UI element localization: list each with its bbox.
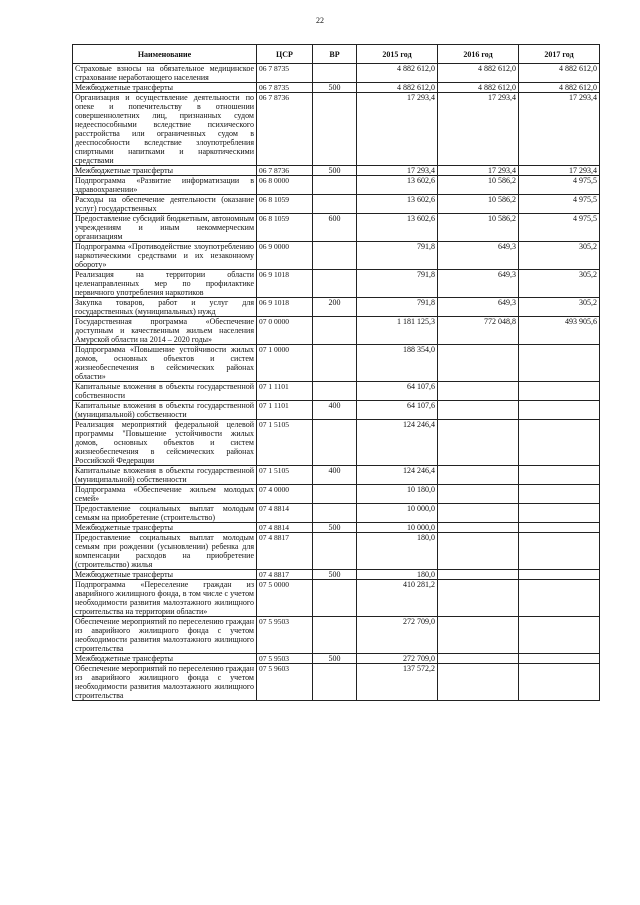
cell-2017: 17 293,4 xyxy=(519,166,600,176)
cell-vr xyxy=(313,504,357,523)
cell-2015: 4 882 612,0 xyxy=(357,83,438,93)
cell-vr: 500 xyxy=(313,166,357,176)
cell-name: Капитальные вложения в объекты государственной собственности xyxy=(73,382,257,401)
cell-name: Подпрограмма «Повышение устойчивости жилых домов, основных объектов и систем жизнеобеспечения в сейсмических районах области» xyxy=(73,345,257,382)
cell-2016 xyxy=(438,504,519,523)
cell-vr xyxy=(313,93,357,166)
cell-2015: 137 572,2 xyxy=(357,664,438,701)
cell-csr: 07 1 0000 xyxy=(257,345,313,382)
cell-csr: 07 4 8814 xyxy=(257,504,313,523)
cell-2015: 10 180,0 xyxy=(357,485,438,504)
cell-2017 xyxy=(519,382,600,401)
cell-2017 xyxy=(519,420,600,466)
cell-name: Предоставление социальных выплат молодым семьям при рождении (усыновлении) ребенка для компенсации расходов на приобретение (строительство) жилья xyxy=(73,533,257,570)
cell-vr: 500 xyxy=(313,83,357,93)
cell-2017 xyxy=(519,533,600,570)
cell-csr: 06 9 0000 xyxy=(257,242,313,270)
cell-vr xyxy=(313,580,357,617)
cell-2015: 124 246,4 xyxy=(357,466,438,485)
cell-2015: 180,0 xyxy=(357,533,438,570)
cell-csr: 07 4 8817 xyxy=(257,533,313,570)
cell-2016: 17 293,4 xyxy=(438,166,519,176)
cell-2017: 305,2 xyxy=(519,298,600,317)
cell-name: Межбюджетные трансферты xyxy=(73,523,257,533)
cell-2015: 13 602,6 xyxy=(357,176,438,195)
cell-2017: 4 882 612,0 xyxy=(519,83,600,93)
cell-csr: 06 7 8735 xyxy=(257,64,313,83)
cell-2016: 17 293,4 xyxy=(438,93,519,166)
table-row xyxy=(73,83,600,93)
cell-csr: 07 4 0000 xyxy=(257,485,313,504)
cell-2017: 4 975,5 xyxy=(519,176,600,195)
cell-vr xyxy=(313,420,357,466)
cell-2017 xyxy=(519,504,600,523)
table-row xyxy=(73,176,600,195)
cell-2016: 4 882 612,0 xyxy=(438,64,519,83)
table-row xyxy=(73,270,600,298)
table-row xyxy=(73,617,600,654)
cell-vr: 400 xyxy=(313,466,357,485)
cell-2017 xyxy=(519,570,600,580)
table-body xyxy=(73,64,600,701)
cell-csr: 06 7 8735 xyxy=(257,83,313,93)
cell-csr: 07 0 0000 xyxy=(257,317,313,345)
cell-2017 xyxy=(519,617,600,654)
cell-2016 xyxy=(438,485,519,504)
cell-2016: 10 586,2 xyxy=(438,195,519,214)
cell-vr xyxy=(313,64,357,83)
cell-csr: 06 8 1059 xyxy=(257,195,313,214)
cell-csr: 06 9 1018 xyxy=(257,298,313,317)
cell-vr: 400 xyxy=(313,401,357,420)
cell-2016 xyxy=(438,345,519,382)
cell-name: Закупка товаров, работ и услуг для государственных (муниципальных) нужд xyxy=(73,298,257,317)
cell-csr: 06 7 8736 xyxy=(257,166,313,176)
header-2017: 2017 год xyxy=(519,45,600,64)
cell-2015: 791,8 xyxy=(357,242,438,270)
table-row xyxy=(73,580,600,617)
cell-2015: 124 246,4 xyxy=(357,420,438,466)
cell-2015: 64 107,6 xyxy=(357,382,438,401)
cell-2016 xyxy=(438,382,519,401)
cell-csr: 07 4 8814 xyxy=(257,523,313,533)
cell-2016: 649,3 xyxy=(438,242,519,270)
cell-vr xyxy=(313,317,357,345)
table-row xyxy=(73,485,600,504)
cell-vr: 500 xyxy=(313,523,357,533)
cell-2017 xyxy=(519,580,600,617)
table-row xyxy=(73,466,600,485)
cell-2017 xyxy=(519,485,600,504)
cell-2017 xyxy=(519,523,600,533)
table-row xyxy=(73,664,600,701)
cell-name: Подпрограмма «Противодействие злоупотреблению наркотическими средствами и их незаконному обороту» xyxy=(73,242,257,270)
cell-2017 xyxy=(519,401,600,420)
cell-name: Страховые взносы на обязательное медицинское страхование неработающего населения xyxy=(73,64,257,83)
cell-name: Межбюджетные трансферты xyxy=(73,83,257,93)
cell-2017: 4 882 612,0 xyxy=(519,64,600,83)
cell-vr xyxy=(313,485,357,504)
cell-2015: 17 293,4 xyxy=(357,166,438,176)
cell-vr xyxy=(313,242,357,270)
table-row xyxy=(73,533,600,570)
header-vr: ВР xyxy=(313,45,357,64)
cell-2016 xyxy=(438,523,519,533)
cell-2016 xyxy=(438,570,519,580)
cell-name: Межбюджетные трансферты xyxy=(73,166,257,176)
cell-name: Государственная программа «Обеспечение доступным и качественным жильем населения Амурской области на 2014 – 2020 годы» xyxy=(73,317,257,345)
cell-name: Предоставление субсидий бюджетным, автономным учреждениям и иным некоммерческим организациям xyxy=(73,214,257,242)
cell-2016: 649,3 xyxy=(438,298,519,317)
cell-vr xyxy=(313,382,357,401)
table-row xyxy=(73,345,600,382)
cell-vr xyxy=(313,345,357,382)
cell-vr xyxy=(313,617,357,654)
cell-name: Межбюджетные трансферты xyxy=(73,570,257,580)
cell-csr: 07 1 5105 xyxy=(257,420,313,466)
table-row xyxy=(73,401,600,420)
cell-2015: 10 000,0 xyxy=(357,523,438,533)
cell-csr: 07 5 9503 xyxy=(257,654,313,664)
cell-2017: 305,2 xyxy=(519,242,600,270)
cell-2016 xyxy=(438,580,519,617)
cell-csr: 07 1 1101 xyxy=(257,382,313,401)
cell-2017 xyxy=(519,345,600,382)
cell-vr xyxy=(313,176,357,195)
table-row xyxy=(73,242,600,270)
cell-2016 xyxy=(438,664,519,701)
cell-2016 xyxy=(438,401,519,420)
table-row xyxy=(73,504,600,523)
cell-vr xyxy=(313,195,357,214)
table-row xyxy=(73,382,600,401)
cell-name: Расходы на обеспечение деятельности (оказание услуг) государственных xyxy=(73,195,257,214)
cell-csr: 07 4 8817 xyxy=(257,570,313,580)
cell-name: Подпрограмма «Обеспечение жильем молодых семей» xyxy=(73,485,257,504)
cell-2015: 13 602,6 xyxy=(357,195,438,214)
cell-csr: 07 5 9503 xyxy=(257,617,313,654)
cell-name: Обеспечение мероприятий по переселению граждан из аварийного жилищного фонда с учетом необходимости развития малоэтажного жилищного строительства xyxy=(73,617,257,654)
cell-vr: 600 xyxy=(313,214,357,242)
cell-2015: 4 882 612,0 xyxy=(357,64,438,83)
table-row xyxy=(73,166,600,176)
table-row xyxy=(73,420,600,466)
page-number: 22 xyxy=(316,16,324,25)
cell-csr: 07 1 1101 xyxy=(257,401,313,420)
cell-2016 xyxy=(438,617,519,654)
table-row xyxy=(73,93,600,166)
cell-csr: 06 8 1059 xyxy=(257,214,313,242)
cell-name: Реализация на территории области целенаправленных мер по профилактике первичного употребления наркотиков xyxy=(73,270,257,298)
cell-2016: 10 586,2 xyxy=(438,176,519,195)
table-row xyxy=(73,195,600,214)
cell-name: Обеспечение мероприятий по переселению граждан из аварийного жилищного фонда с учетом необходимости развития малоэтажного жилищного строительства xyxy=(73,664,257,701)
cell-vr xyxy=(313,664,357,701)
cell-2016: 772 048,8 xyxy=(438,317,519,345)
cell-2015: 272 709,0 xyxy=(357,617,438,654)
table-row xyxy=(73,214,600,242)
cell-name: Подпрограмма «Переселение граждан из аварийного жилищного фонда, в том числе с учетом необходимости развития малоэтажного жилищного строительства на территории области» xyxy=(73,580,257,617)
cell-2016 xyxy=(438,420,519,466)
cell-2017: 493 905,6 xyxy=(519,317,600,345)
cell-2015: 791,8 xyxy=(357,298,438,317)
cell-name: Капитальные вложения в объекты государственной (муниципальной) собственности xyxy=(73,401,257,420)
cell-2015: 180,0 xyxy=(357,570,438,580)
cell-vr: 200 xyxy=(313,298,357,317)
cell-csr: 07 5 9603 xyxy=(257,664,313,701)
cell-2017 xyxy=(519,654,600,664)
cell-vr: 500 xyxy=(313,654,357,664)
cell-2015: 64 107,6 xyxy=(357,401,438,420)
header-2015: 2015 год xyxy=(357,45,438,64)
cell-2015: 272 709,0 xyxy=(357,654,438,664)
cell-2015: 1 181 125,3 xyxy=(357,317,438,345)
cell-csr: 06 8 0000 xyxy=(257,176,313,195)
cell-2015: 188 354,0 xyxy=(357,345,438,382)
table-row xyxy=(73,317,600,345)
cell-2016: 4 882 612,0 xyxy=(438,83,519,93)
cell-2015: 13 602,6 xyxy=(357,214,438,242)
cell-2015: 410 281,2 xyxy=(357,580,438,617)
cell-name: Капитальные вложения в объекты государственной (муниципальной) собственности xyxy=(73,466,257,485)
cell-2017: 4 975,5 xyxy=(519,214,600,242)
table-row xyxy=(73,570,600,580)
cell-2017 xyxy=(519,466,600,485)
cell-2017: 305,2 xyxy=(519,270,600,298)
header-2016: 2016 год xyxy=(438,45,519,64)
cell-2015: 17 293,4 xyxy=(357,93,438,166)
cell-csr: 06 7 8736 xyxy=(257,93,313,166)
cell-2016 xyxy=(438,654,519,664)
cell-2016: 649,3 xyxy=(438,270,519,298)
cell-2015: 10 000,0 xyxy=(357,504,438,523)
cell-2016 xyxy=(438,533,519,570)
budget-table xyxy=(72,44,600,701)
table-row xyxy=(73,523,600,533)
cell-name: Реализация мероприятий федеральной целевой программы "Повышение устойчивости жилых домов, основных объектов и систем жизнеобеспечения в сейсмических районах Российской Федерации xyxy=(73,420,257,466)
cell-csr: 06 9 1018 xyxy=(257,270,313,298)
cell-name: Межбюджетные трансферты xyxy=(73,654,257,664)
cell-2016: 10 586,2 xyxy=(438,214,519,242)
cell-vr xyxy=(313,533,357,570)
cell-2017: 4 975,5 xyxy=(519,195,600,214)
cell-vr xyxy=(313,270,357,298)
table-header-row xyxy=(73,45,600,64)
cell-csr: 07 1 5105 xyxy=(257,466,313,485)
cell-2017 xyxy=(519,664,600,701)
cell-vr: 500 xyxy=(313,570,357,580)
cell-2017: 17 293,4 xyxy=(519,93,600,166)
cell-2016 xyxy=(438,466,519,485)
cell-name: Организация и осуществление деятельности по опеке и попечительству в отношении совершеннолетних лиц, признанных судом недееспособными вследствие психического расстройства или ограниченных судом в дееспособности вследствие злоупотребления спиртными напитками и наркотическими средствами xyxy=(73,93,257,166)
cell-csr: 07 5 0000 xyxy=(257,580,313,617)
table-row xyxy=(73,654,600,664)
table-row xyxy=(73,298,600,317)
cell-name: Подпрограмма «Развитие информатизации в здравоохранении» xyxy=(73,176,257,195)
header-name: Наименование xyxy=(73,45,257,64)
header-csr: ЦСР xyxy=(257,45,313,64)
table-row xyxy=(73,64,600,83)
cell-name: Предоставление социальных выплат молодым семьям на приобретение (строительство) xyxy=(73,504,257,523)
cell-2015: 791,8 xyxy=(357,270,438,298)
